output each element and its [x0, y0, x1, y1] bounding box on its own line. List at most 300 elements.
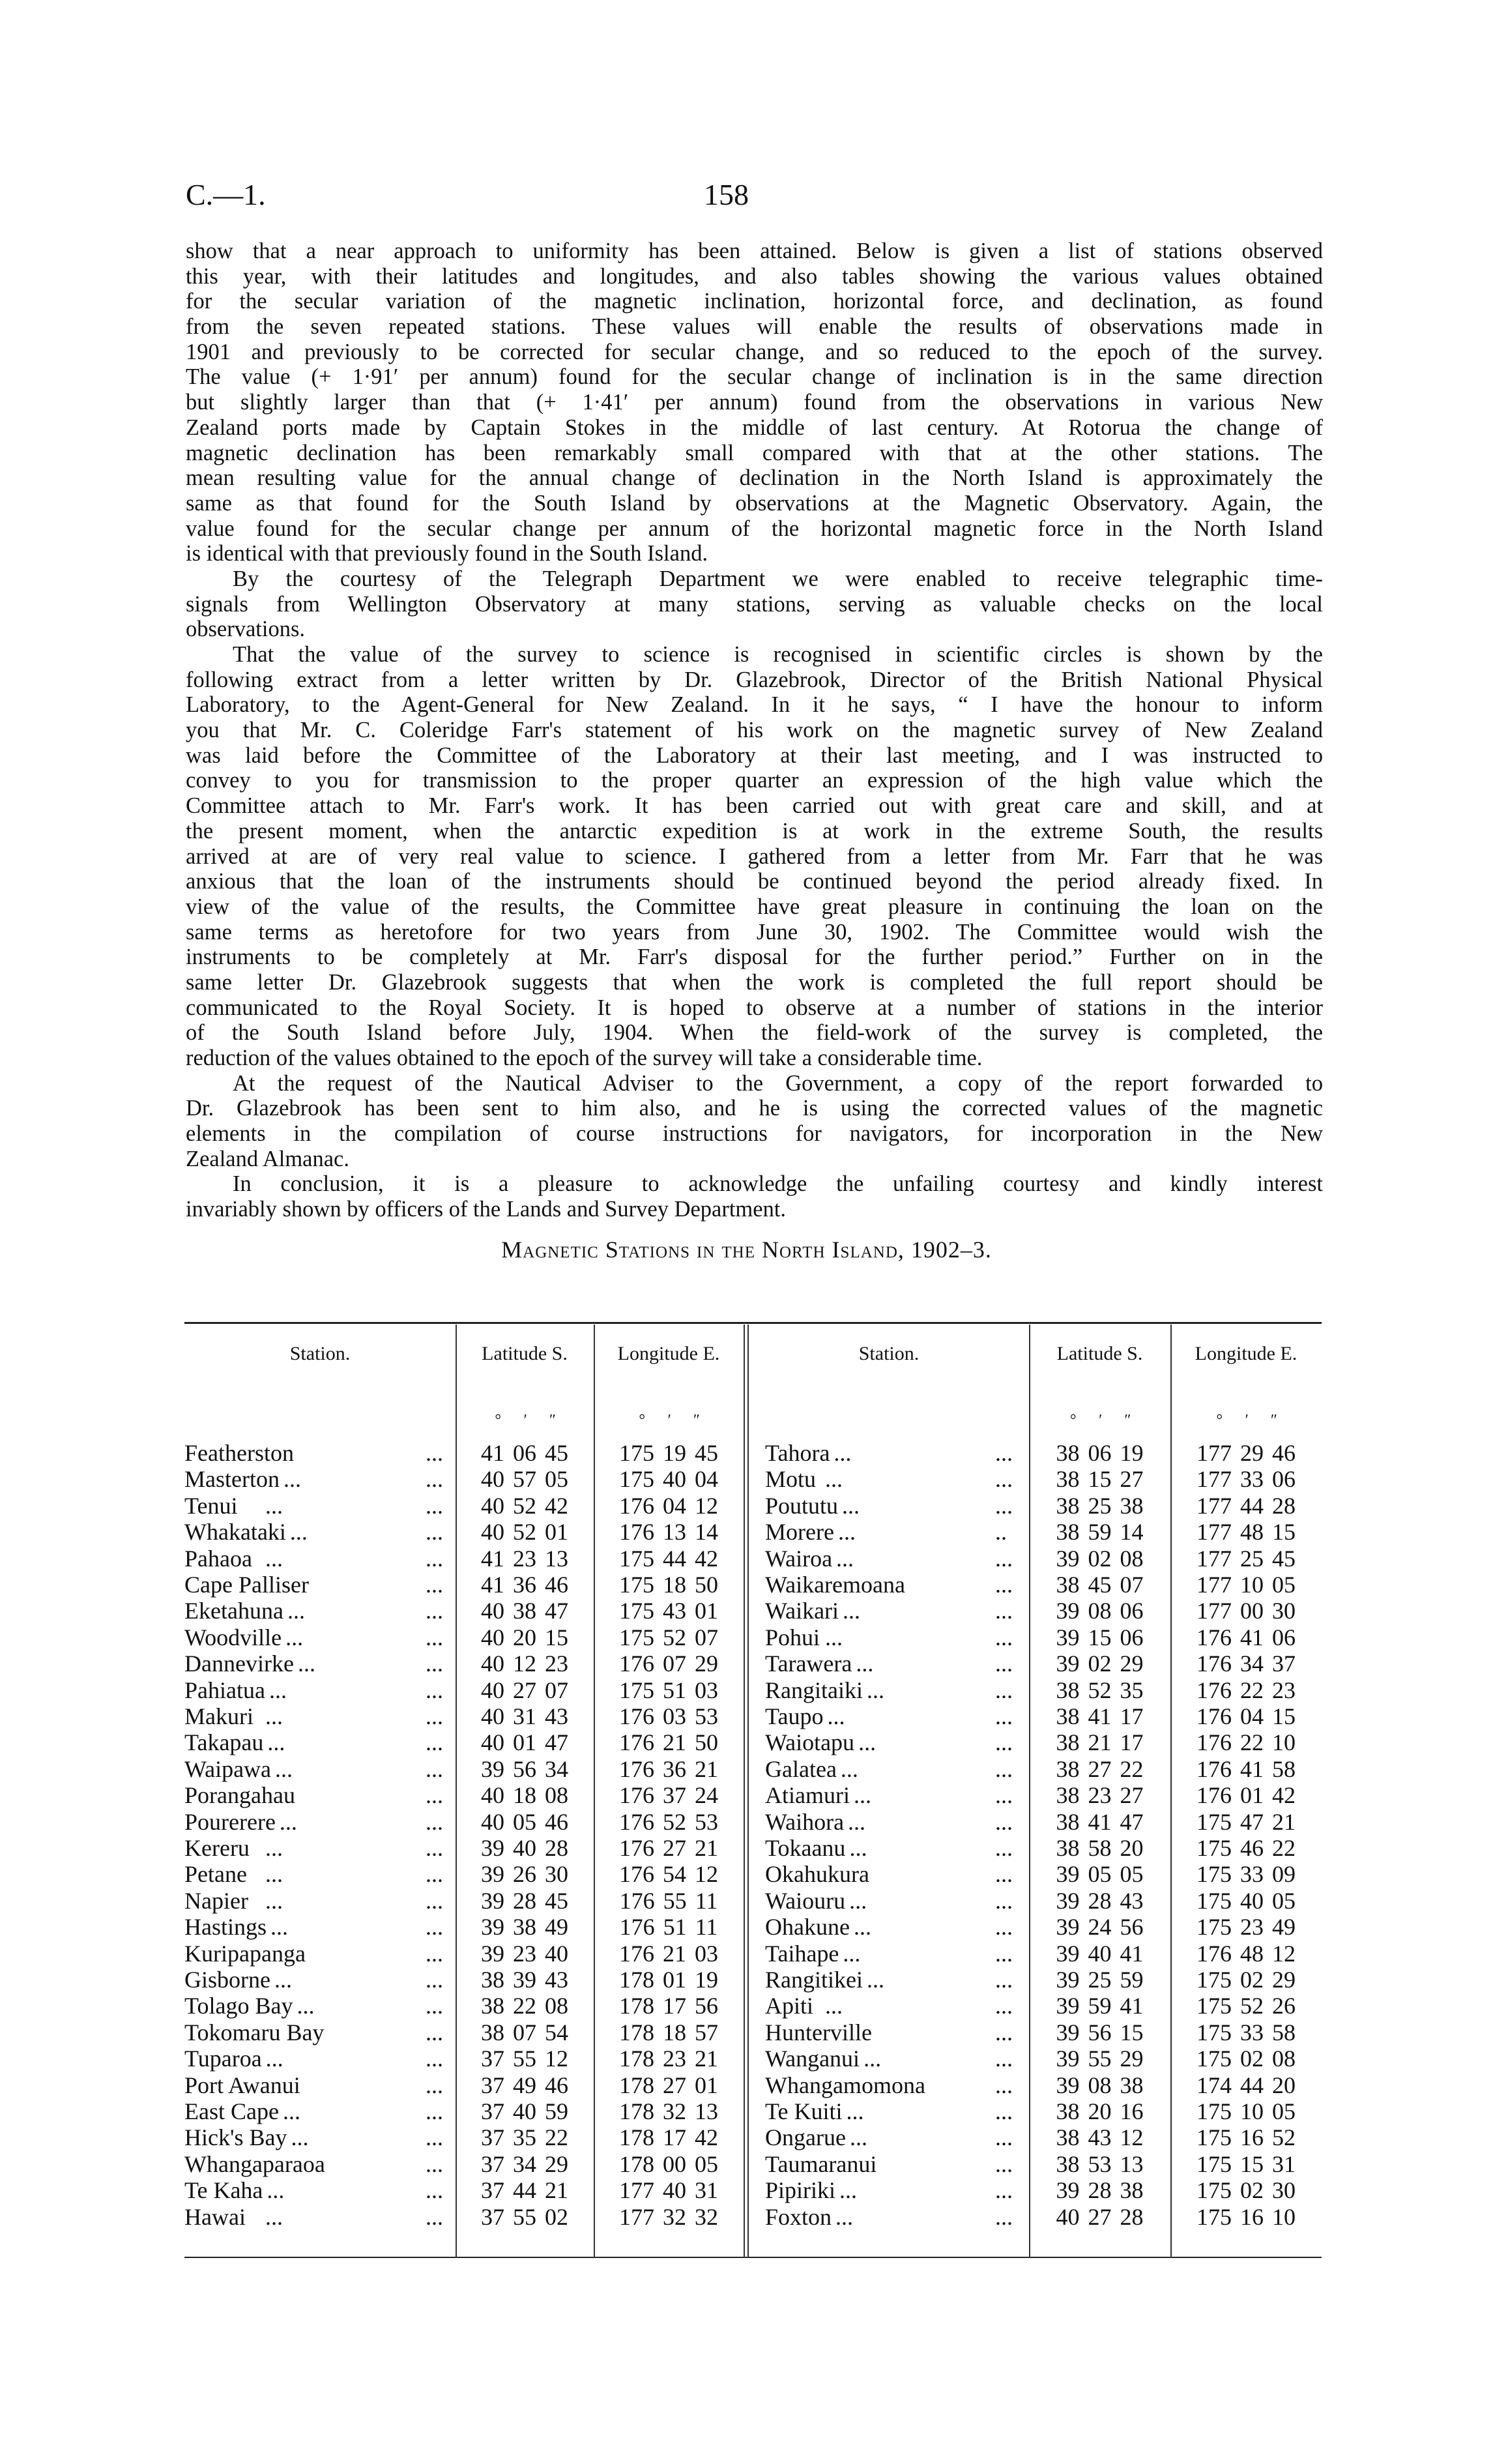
longitude-value: 176 22 23: [1196, 1677, 1296, 1703]
longitude-value: 176 04 15: [1196, 1703, 1296, 1729]
line-text: same terms as heretofore for two years from June 30, 1902. The Committee would wish the: [186, 919, 1323, 945]
leader-dots: ...: [426, 1703, 443, 1729]
station-name: Napier: [184, 1887, 248, 1914]
station-name: Apiti: [765, 1993, 814, 2019]
paragraph-line: [186, 390, 1323, 415]
latitude-value: 39 23 40: [481, 1940, 568, 1967]
paragraph-line: [186, 1071, 1323, 1096]
table-row: [184, 1598, 744, 1624]
station-name: Port Awanui: [184, 2072, 300, 2098]
latitude-value: 38 27 22: [1056, 1755, 1144, 1782]
leader-dots: ...: [426, 2019, 443, 2046]
latitude-value: 40 27 07: [481, 1677, 568, 1703]
latitude-value: 40 27 28: [1056, 2203, 1144, 2230]
leader-dots: ...: [840, 1755, 858, 1782]
leader-dots: ...: [426, 1492, 443, 1519]
line-text: At the request of the Nautical Adviser to the Government, a copy of the report forwarded to: [233, 1070, 1323, 1096]
leader-dots: ...: [863, 2046, 882, 2072]
longitude-value: 176 01 42: [1196, 1782, 1296, 1809]
leader-dots: ...: [265, 1492, 283, 1519]
paragraph-line: [186, 617, 1323, 642]
leader-dots: ...: [426, 2177, 443, 2204]
latitude-value: 38 43 12: [1056, 2124, 1144, 2151]
longitude-value: 175 43 01: [619, 1598, 718, 1624]
leader-dots: ...: [426, 1650, 443, 1677]
station-name: Te Kaha: [184, 2177, 263, 2204]
leader-dots: ...: [995, 2098, 1013, 2124]
longitude-value: 177 29 46: [1196, 1440, 1296, 1466]
latitude-value: 39 28 38: [1056, 2177, 1144, 2204]
longitude-value: 177 48 15: [1196, 1519, 1296, 1546]
paragraph-line: [186, 1096, 1323, 1121]
paragraph-line: [186, 894, 1323, 920]
latitude-value: 40 12 23: [481, 1650, 568, 1677]
leader-dots: ...: [426, 2046, 443, 2072]
latitude-value: 40 20 15: [481, 1624, 568, 1650]
leader-dots: ...: [426, 1519, 443, 1546]
paragraph-line: [186, 1046, 1323, 1071]
latitude-value: 38 58 20: [1056, 1835, 1144, 1861]
latitude-value: 39 40 41: [1056, 1940, 1144, 1967]
latitude-value: 39 08 06: [1056, 1598, 1144, 1624]
table-row: [765, 1914, 1322, 1940]
latitude-value: 39 28 43: [1056, 1887, 1144, 1914]
station-name: Takapau: [184, 1729, 264, 1756]
longitude-value: 177 44 28: [1196, 1492, 1296, 1519]
latitude-value: 38 53 13: [1056, 2150, 1144, 2177]
latitude-value: 39 28 45: [481, 1887, 568, 1914]
line-text: signals from Wellington Observatory at many stations, serving as valuable checks on the local: [186, 591, 1323, 617]
leader-dots: ...: [995, 2072, 1013, 2098]
leader-dots: ...: [265, 2203, 283, 2230]
station-name: East Cape: [184, 2098, 279, 2124]
table-row: [184, 1782, 744, 1808]
latitude-value: 38 45 07: [1056, 1572, 1144, 1598]
table-title: Magnetic Stations in the North Island, 1902–3.: [501, 1237, 992, 1263]
leader-dots: ...: [426, 1914, 443, 1941]
table-row: [184, 1546, 744, 1572]
latitude-value: 37 55 12: [481, 2046, 568, 2072]
leader-dots: ...: [291, 2124, 309, 2151]
header-longitude-right: Longitude E.: [1195, 1343, 1297, 1364]
leader-dots: ...: [995, 2150, 1013, 2177]
paragraph-line: [186, 239, 1323, 264]
leader-dots: ...: [426, 2098, 443, 2124]
table-row: [184, 1941, 744, 1967]
leader-dots: ...: [995, 1598, 1013, 1624]
leader-dots: ...: [833, 1440, 852, 1466]
line-text: 1901 and previously to be corrected for secular change, and so reduced to the epoch of the survey.: [186, 339, 1323, 364]
table-row: [765, 1572, 1322, 1598]
leader-dots: ...: [995, 1993, 1013, 2019]
longitude-value: 174 44 20: [1196, 2072, 1296, 2098]
leader-dots: ...: [426, 2072, 443, 2098]
longitude-value: 175 02 29: [1196, 1967, 1296, 1993]
leader-dots: ...: [426, 1545, 443, 1572]
longitude-value: 176 54 12: [619, 1861, 718, 1888]
paragraph-line: [186, 793, 1323, 819]
paragraph-line: [186, 441, 1323, 466]
longitude-value: 175 18 50: [619, 1572, 718, 1598]
station-name: Tolago Bay: [184, 1993, 293, 2019]
leader-dots: ...: [856, 1650, 874, 1677]
leader-dots: ...: [270, 1914, 288, 1941]
line-text: following extract from a letter written by Dr. Glazebrook, Director of the British National Physical: [186, 667, 1323, 692]
header-longitude-left: Longitude E.: [617, 1343, 720, 1364]
table-row: [765, 1782, 1322, 1808]
latitude-value: 40 52 01: [481, 1519, 568, 1546]
table-row: [765, 2072, 1322, 2098]
station-name: Pahaoa: [184, 1545, 252, 1572]
line-text: instruments to be completely at Mr. Farr's disposal for the further period.” Further on in the: [186, 945, 1323, 970]
station-name: Cape Palliser: [184, 1572, 309, 1598]
leader-dots: ...: [287, 1598, 305, 1624]
table-row: [184, 1440, 744, 1466]
latitude-value: 37 44 21: [481, 2177, 568, 2204]
line-text: this year, with their latitudes and longitudes, and also tables showing the various values obtained: [186, 263, 1323, 289]
longitude-value: 175 16 52: [1196, 2124, 1296, 2151]
leader-dots: ...: [995, 1466, 1013, 1493]
latitude-value: 41 23 13: [481, 1545, 568, 1572]
latitude-value: 40 31 43: [481, 1703, 568, 1729]
leader-dots: ...: [995, 1755, 1013, 1782]
header-station-right: Station.: [858, 1343, 920, 1364]
table-row: [765, 1967, 1322, 1993]
longitude-value: 176 21 50: [619, 1729, 718, 1756]
station-name: Wanganui: [765, 2046, 860, 2072]
table-row: [184, 1650, 744, 1677]
paragraph-line: [186, 264, 1323, 289]
table-row: [184, 1835, 744, 1861]
table-row: [765, 1440, 1322, 1466]
line-text: convey to you for transmission to the proper quarter an expression of the high value which the: [186, 768, 1323, 793]
paragraph-line: [186, 995, 1323, 1021]
latitude-value: 40 01 47: [481, 1729, 568, 1756]
latitude-value: 38 07 54: [481, 2019, 568, 2046]
table-top-rule: [184, 1322, 1322, 1324]
leader-dots: ...: [995, 1835, 1013, 1861]
station-name: Whakataki: [184, 1519, 286, 1546]
station-name: Rangitikei: [765, 1967, 863, 1993]
table-row: [184, 1756, 744, 1782]
latitude-value: 39 02 29: [1056, 1650, 1144, 1677]
leader-dots: ...: [426, 1887, 443, 1914]
leader-dots: ...: [853, 1782, 871, 1809]
station-name: Te Kuiti: [765, 2098, 843, 2124]
paragraph-line: [186, 415, 1323, 441]
table-row: [184, 1466, 744, 1492]
latitude-value: 41 06 45: [481, 1440, 568, 1466]
paragraph-line: [186, 491, 1323, 516]
leader-dots: ...: [866, 1677, 884, 1703]
table-row: [765, 1624, 1322, 1650]
longitude-value: 176 51 11: [619, 1914, 718, 1941]
leader-dots: ...: [265, 1703, 283, 1729]
leader-dots: ...: [265, 1835, 283, 1861]
header-station-left: Station.: [289, 1343, 351, 1364]
table-row: [184, 2072, 744, 2098]
line-text: of the South Island before July, 1904. When the field-work of the survey is completed, the: [186, 1020, 1323, 1046]
longitude-value: 175 15 31: [1196, 2150, 1296, 2177]
station-name: Waipawa: [184, 1755, 272, 1782]
line-text: Dr. Glazebrook has been sent to him also, and he is using the corrected values of the magnetic: [186, 1096, 1323, 1121]
station-name: Petane: [184, 1861, 247, 1888]
leader-dots: ...: [426, 2203, 443, 2230]
leader-dots: ...: [995, 1440, 1013, 1466]
table-row: [765, 2046, 1322, 2072]
longitude-value: 175 52 26: [1196, 1993, 1296, 2019]
leader-dots: ...: [267, 1729, 285, 1756]
station-name: Whangamomona: [765, 2072, 925, 2098]
leader-dots: ...: [995, 2177, 1013, 2204]
paragraph-line: [186, 1121, 1323, 1147]
leader-dots: ...: [995, 1677, 1013, 1703]
paragraph-line: [186, 844, 1323, 870]
table-row: [184, 1572, 744, 1598]
station-name: Atiamuri: [765, 1782, 850, 1809]
station-name: Rangitaiki: [765, 1677, 863, 1703]
longitude-value: 178 17 56: [619, 1993, 718, 2019]
paragraph-line: [186, 920, 1323, 945]
longitude-value: 175 46 22: [1196, 1835, 1296, 1861]
table-row: [765, 1493, 1322, 1519]
longitude-value: 175 02 08: [1196, 2046, 1296, 2072]
leader-dots: ...: [426, 1755, 443, 1782]
paragraph-line: [186, 819, 1323, 844]
leader-dots: ...: [283, 1466, 301, 1493]
station-name: Galatea: [765, 1755, 837, 1782]
table-row: [765, 1861, 1322, 1887]
station-name: Tenui: [184, 1492, 238, 1519]
station-name: Tokomaru Bay: [184, 2019, 325, 2046]
leader-dots: ...: [268, 1677, 287, 1703]
table-row: [184, 2204, 744, 2230]
latitude-value: 39 25 59: [1056, 1967, 1144, 1993]
latitude-value: 39 56 15: [1056, 2019, 1144, 2046]
station-name: Tarawera: [765, 1650, 852, 1677]
longitude-value: 176 52 53: [619, 1808, 718, 1835]
latitude-value: 37 55 02: [481, 2203, 568, 2230]
longitude-value: 178 27 01: [619, 2072, 718, 2098]
latitude-value: 39 24 56: [1056, 1914, 1144, 1941]
page-number: 158: [704, 178, 749, 211]
table-row: [765, 1466, 1322, 1492]
units-longitude-left: ° ′ ″: [638, 1412, 699, 1429]
longitude-value: 175 40 05: [1196, 1887, 1296, 1914]
leader-dots: ...: [426, 1993, 443, 2019]
leader-dots: ...: [995, 1650, 1013, 1677]
longitude-value: 176 41 06: [1196, 1624, 1296, 1650]
longitude-value: 176 13 14: [619, 1519, 718, 1546]
units-longitude-right: ° ′ ″: [1215, 1412, 1277, 1429]
latitude-value: 39 15 06: [1056, 1624, 1144, 1650]
station-name: Poututu: [765, 1492, 839, 1519]
line-text: That the value of the survey to science is recognised in scientific circles is shown by the: [233, 642, 1323, 667]
longitude-value: 176 34 37: [1196, 1650, 1296, 1677]
paragraph-line: [186, 1171, 1323, 1197]
station-name: Tokaanu: [765, 1835, 846, 1861]
paragraph-line: [186, 1020, 1323, 1046]
latitude-value: 41 36 46: [481, 1572, 568, 1598]
station-name: Waiouru: [765, 1887, 846, 1914]
latitude-value: 39 08 38: [1056, 2072, 1144, 2098]
paragraph-line: [186, 692, 1323, 718]
leader-dots: ...: [995, 1940, 1013, 1967]
station-name: Morere: [765, 1519, 834, 1546]
leader-dots: ...: [995, 1624, 1013, 1650]
table-bottom-rule: [184, 2257, 1322, 2258]
leader-dots: ...: [285, 1624, 304, 1650]
leader-dots: ...: [426, 1967, 443, 1993]
leader-dots: ...: [839, 2177, 858, 2204]
station-name: Taihape: [765, 1940, 839, 1967]
station-name: Pahiatua: [184, 1677, 265, 1703]
longitude-value: 176 41 58: [1196, 1755, 1296, 1782]
station-name: Ohakune: [765, 1914, 850, 1941]
table-row: [184, 2046, 744, 2072]
paragraph-line: [186, 1147, 1323, 1172]
table-row: [184, 2151, 744, 2177]
station-name: Gisborne: [184, 1967, 270, 1993]
leader-dots: ...: [842, 1492, 860, 1519]
leader-dots: ...: [836, 1545, 854, 1572]
line-text: Zealand Almanac.: [186, 1146, 349, 1171]
paragraph-line: [186, 364, 1323, 390]
longitude-value: 175 40 04: [619, 1466, 718, 1493]
leader-dots: ...: [426, 1624, 443, 1650]
latitude-value: 38 21 17: [1056, 1729, 1144, 1756]
longitude-value: 175 02 30: [1196, 2177, 1296, 2204]
latitude-value: 40 57 05: [481, 1466, 568, 1493]
leader-dots: ...: [995, 1545, 1013, 1572]
longitude-value: 177 40 31: [619, 2177, 718, 2204]
station-name: Masterton: [184, 1466, 280, 1493]
station-name: Pipiriki: [765, 2177, 836, 2204]
line-text: anxious that the loan of the instruments should be continued beyond the period already fixed. In: [186, 869, 1323, 894]
leader-dots: ...: [825, 1466, 843, 1493]
longitude-value: 178 01 19: [619, 1967, 718, 1993]
station-name: Wairoa: [765, 1545, 833, 1572]
latitude-value: 39 59 41: [1056, 1993, 1144, 2019]
leader-dots: ...: [995, 2046, 1013, 2072]
table-row: [184, 2019, 744, 2046]
paragraph-line: [186, 465, 1323, 491]
station-name: Hastings: [184, 1914, 267, 1941]
station-name: Motu: [765, 1466, 817, 1493]
paragraph-line: [186, 768, 1323, 793]
table-row: [184, 1703, 744, 1729]
station-name: Waikaremoana: [765, 1572, 905, 1598]
table-row: [765, 2177, 1322, 2203]
paragraph-line: [186, 566, 1323, 592]
table-row: [184, 1993, 744, 2019]
station-name: Pourerere: [184, 1808, 276, 1835]
leader-dots: ...: [995, 1808, 1013, 1835]
table-row: [184, 1888, 744, 1914]
latitude-value: 39 05 05: [1056, 1861, 1144, 1888]
table-row: [765, 1729, 1322, 1755]
line-text: Zealand ports made by Captain Stokes in the middle of last century. At Rotorua the change of: [186, 415, 1323, 440]
paragraph-line: [186, 970, 1323, 995]
longitude-value: 176 04 12: [619, 1492, 718, 1519]
leader-dots: ...: [426, 1835, 443, 1861]
latitude-value: 37 49 46: [481, 2072, 568, 2098]
leader-dots: ...: [853, 1914, 871, 1941]
table-row: [765, 2019, 1322, 2046]
table-row: [765, 1835, 1322, 1861]
longitude-value: 178 23 21: [619, 2046, 718, 2072]
leader-dots: ...: [995, 1861, 1013, 1888]
leader-dots: ...: [995, 1492, 1013, 1519]
longitude-value: 176 07 29: [619, 1650, 718, 1677]
longitude-value: 177 25 45: [1196, 1545, 1296, 1572]
leader-dots: ...: [426, 1466, 443, 1493]
paragraph-line: [186, 340, 1323, 365]
line-text: value found for the secular change per annum of the horizontal magnetic force in the North Island: [186, 516, 1323, 541]
units-latitude-left: ° ′ ″: [494, 1412, 555, 1429]
table-row: [765, 2204, 1322, 2230]
leader-dots: ...: [265, 1545, 283, 1572]
paragraph-line: [186, 592, 1323, 617]
paragraph-line: [186, 516, 1323, 542]
header-latitude-left: Latitude S.: [482, 1343, 568, 1364]
table-row: [184, 1493, 744, 1519]
leader-dots: ...: [835, 2203, 854, 2230]
line-text: reduction of the values obtained to the epoch of the survey will take a considerable time.: [186, 1046, 983, 1070]
leader-dots: ...: [426, 1440, 443, 1466]
table-row: [184, 1809, 744, 1835]
longitude-value: 177 00 30: [1196, 1598, 1296, 1624]
leader-dots: ...: [843, 1940, 861, 1967]
station-name: Tuparoa: [184, 2046, 262, 2072]
leader-dots: ...: [289, 1519, 308, 1546]
table-row: [765, 1546, 1322, 1572]
line-text: elements in the compilation of course instructions for navigators, for incorporation in the New: [186, 1121, 1323, 1147]
leader-dots: ...: [275, 1755, 293, 1782]
line-text: same letter Dr. Glazebrook suggests that when the work is completed the full report should be: [186, 969, 1323, 995]
leader-dots: ...: [825, 1993, 843, 2019]
latitude-value: 38 41 17: [1056, 1703, 1144, 1729]
line-text: same as that found for the South Island by observations at the Magnetic Observatory. Again, the: [186, 490, 1323, 516]
latitude-value: 38 41 47: [1056, 1808, 1144, 1835]
table-row: [184, 2098, 744, 2124]
longitude-value: 175 52 07: [619, 1624, 718, 1650]
table-row: [765, 1888, 1322, 1914]
leader-dots: ...: [995, 2019, 1013, 2046]
leader-dots: ...: [848, 1808, 866, 1835]
line-text: is identical with that previously found in the South Island.: [186, 541, 708, 566]
table-row: [184, 1729, 744, 1755]
table-row: [184, 1624, 744, 1650]
leader-dots: ...: [426, 1677, 443, 1703]
line-text: mean resulting value for the annual change of declination in the North Island is approximately the: [186, 465, 1323, 491]
station-name: Taupo: [765, 1703, 824, 1729]
longitude-value: 176 37 24: [619, 1782, 718, 1809]
leader-dots: ...: [843, 1598, 861, 1624]
longitude-value: 177 10 05: [1196, 1572, 1296, 1598]
station-name: Hawai: [184, 2203, 246, 2230]
latitude-value: 38 22 08: [481, 1993, 568, 2019]
leader-dots: ...: [426, 1572, 443, 1598]
table-row: [765, 1993, 1322, 2019]
leader-dots: ...: [995, 2124, 1013, 2151]
station-name: Hick's Bay: [184, 2124, 287, 2151]
table-row: [765, 1519, 1322, 1545]
station-name: Waiotapu: [765, 1729, 855, 1756]
table-row: [184, 2124, 744, 2150]
latitude-value: 40 18 08: [481, 1782, 568, 1809]
line-text: Committee attach to Mr. Farr's work. It has been carried out with great care and skill, and at: [186, 793, 1323, 819]
